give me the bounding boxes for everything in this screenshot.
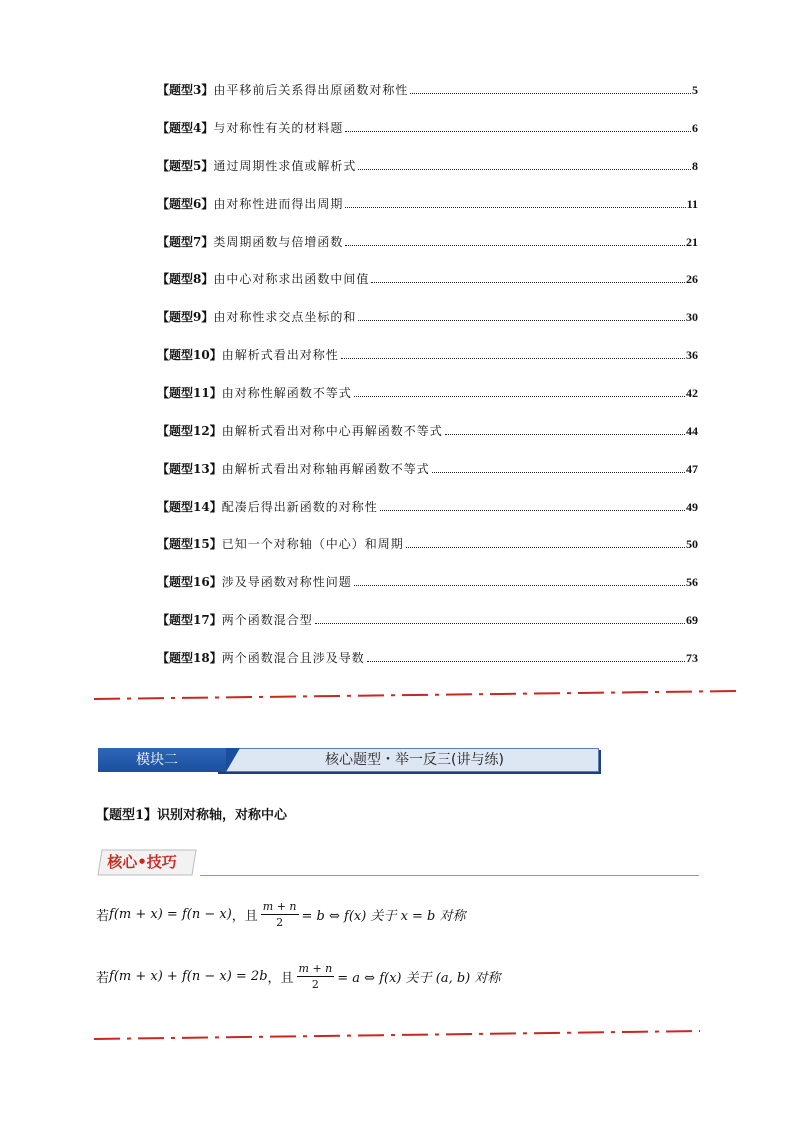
section-title (96, 804, 287, 823)
toc-entry-tag: 【题型5】 (157, 159, 214, 173)
toc-entry-title: 通过周期性求值或解析式 (213, 159, 357, 173)
toc-entry-tag: 【题型15】 (157, 537, 222, 551)
toc-entry[interactable] (157, 570, 698, 590)
toc-entry-tag: 【题型7】 (157, 235, 214, 249)
toc-entry[interactable] (157, 305, 698, 325)
toc-entry-tag: 【题型11】 (157, 386, 222, 400)
toc-entry[interactable] (157, 116, 698, 136)
toc-entry-page: 42 (686, 386, 698, 400)
toc-entry-title: 类周期函数与倍增函数 (213, 235, 344, 249)
toc-entry-title: 由解析式看出对称轴再解函数不等式 (221, 462, 430, 476)
section-divider-top (92, 688, 742, 702)
formula-mid: ，且 (231, 909, 258, 924)
toc-entry-page: 69 (686, 613, 698, 627)
toc-entry-title: 配凑后得出新函数的对称性 (221, 500, 378, 514)
toc-entry-title: 两个函数混合且涉及导数 (221, 651, 365, 665)
toc-entry-title: 与对称性有关的材料题 (213, 121, 344, 135)
toc-entry-title: 两个函数混合型 (221, 613, 313, 627)
toc-entry-title: 由解析式看出对称性 (221, 348, 339, 362)
toc-leader-dots (315, 622, 685, 624)
toc-entry-title: 由中心对称求出函数中间值 (213, 272, 370, 286)
toc-entry[interactable] (157, 419, 698, 439)
skill-underline-rule (200, 875, 699, 876)
fraction-denominator: 2 (276, 916, 284, 929)
toc-entry[interactable] (157, 267, 698, 287)
toc-leader-dots (354, 395, 685, 397)
fraction-denominator: 2 (311, 978, 319, 991)
toc-entry-title: 由对称性解函数不等式 (221, 386, 352, 400)
toc-entry-title: 由解析式看出对称中心再解函数不等式 (221, 424, 443, 438)
toc-leader-dots (358, 168, 691, 170)
skill-badge (96, 848, 200, 876)
toc-entry-page: 73 (686, 651, 698, 665)
section-divider-bottom (92, 1028, 704, 1042)
formula-rhs: = b ⇔ f(x) 关于 x = b 对称 (301, 909, 466, 924)
formula-fraction (297, 962, 335, 991)
toc-leader-dots (380, 509, 685, 511)
toc-entry-tag: 【题型10】 (157, 348, 222, 362)
formula-axis-symmetry (96, 900, 466, 929)
toc-entry[interactable] (157, 495, 698, 515)
toc-entry-page: 44 (686, 424, 698, 438)
toc-entry-title: 涉及导函数对称性问题 (221, 575, 352, 589)
toc-entry-tag: 【题型12】 (157, 424, 222, 438)
section-title-text: 识别对称轴，对称中心 (157, 808, 288, 823)
toc-entry-page: 50 (686, 537, 698, 551)
toc-entry-page: 47 (686, 462, 698, 476)
toc-entry-tag: 【题型18】 (157, 651, 222, 665)
toc-leader-dots (345, 244, 685, 246)
toc-entry[interactable] (157, 381, 698, 401)
toc-entry-tag: 【题型4】 (157, 121, 214, 135)
toc-leader-dots (345, 130, 691, 132)
toc-entry-page: 8 (692, 159, 698, 173)
section-title-tag: 【题型1】 (96, 808, 158, 823)
toc-entry-title: 由对称性求交点坐标的和 (213, 310, 357, 324)
toc-entry[interactable] (157, 532, 698, 552)
formula-lead: 若 (96, 971, 110, 986)
toc-entry[interactable] (157, 78, 698, 98)
toc-leader-dots (367, 660, 685, 662)
module-tab-label: 模块二 (98, 748, 226, 772)
toc-entry-title: 由对称性进而得出周期 (213, 197, 344, 211)
formula-lhs: f(m + x) = f(n − x) (109, 907, 232, 922)
toc-leader-dots (354, 584, 685, 586)
formula-fraction (261, 900, 299, 929)
toc-leader-dots (410, 92, 691, 94)
formula-rhs: = a ⇔ f(x) 关于 (a, b) 对称 (337, 971, 501, 986)
toc-entry-page: 49 (686, 500, 698, 514)
toc-entry-page: 56 (686, 575, 698, 589)
formula-lhs: f(m + x) + f(n − x) = 2b (109, 969, 268, 984)
toc-entry-tag: 【题型13】 (157, 462, 222, 476)
toc-entry-page: 36 (686, 348, 698, 362)
module-heading (98, 748, 601, 774)
module-heading-title: 核心题型・举一反三(讲与练) (216, 748, 599, 772)
toc-entry[interactable] (157, 646, 698, 666)
toc-entry-page: 21 (686, 235, 698, 249)
toc-leader-dots (445, 433, 685, 435)
formula-mid: ，且 (267, 971, 294, 986)
formula-center-symmetry (96, 962, 500, 991)
toc-entry-tag: 【题型8】 (157, 272, 214, 286)
toc-entry-tag: 【题型9】 (157, 310, 214, 324)
fraction-numerator: m + n (262, 900, 297, 913)
toc-entry-page: 6 (692, 121, 698, 135)
toc-entry-title: 已知一个对称轴（中心）和周期 (221, 537, 404, 551)
formula-lead: 若 (96, 909, 110, 924)
toc-leader-dots (406, 546, 685, 548)
toc-entry[interactable] (157, 230, 698, 250)
toc-leader-dots (432, 471, 685, 473)
toc-entry-tag: 【题型17】 (157, 613, 222, 627)
toc-entry[interactable] (157, 608, 698, 628)
toc-entry-tag: 【题型16】 (157, 575, 222, 589)
toc-leader-dots (371, 281, 685, 283)
toc-entry-tag: 【题型6】 (157, 197, 214, 211)
toc-leader-dots (345, 206, 685, 208)
toc-entry-tag: 【题型3】 (157, 83, 214, 97)
toc-entry-tag: 【题型14】 (157, 500, 222, 514)
toc-entry[interactable] (157, 154, 698, 174)
toc-entry-page: 5 (692, 83, 698, 97)
toc-entry-page: 26 (686, 272, 698, 286)
toc-leader-dots (341, 357, 685, 359)
toc-entry[interactable] (157, 192, 698, 212)
toc-entry-title: 由平移前后关系得出原函数对称性 (213, 83, 409, 97)
toc-leader-dots (358, 319, 685, 321)
toc-entry-page: 11 (686, 197, 698, 211)
toc-entry[interactable] (157, 343, 698, 363)
toc-entry-page: 30 (686, 310, 698, 324)
skill-badge-label: 核心•技巧 (107, 853, 177, 871)
fraction-numerator: m + n (298, 962, 333, 975)
toc-entry[interactable] (157, 457, 698, 477)
